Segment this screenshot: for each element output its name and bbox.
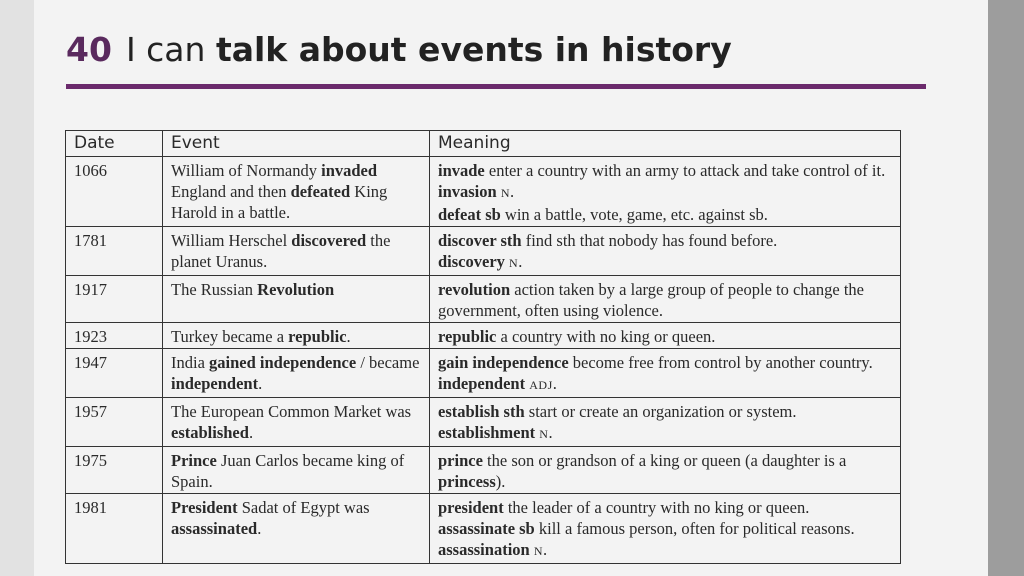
- date-cell: 1981: [66, 494, 163, 564]
- text-segment: .: [548, 423, 553, 442]
- event-cell: [163, 276, 430, 323]
- event-cell: [163, 227, 430, 276]
- text-segment: .: [258, 374, 263, 393]
- text-segment: King Harold in a battle.: [171, 182, 388, 222]
- text-segment: Juan Carlos became king of Spain.: [171, 451, 405, 491]
- meaning-cell: [430, 157, 901, 227]
- part-of-speech: ADJ: [529, 378, 553, 392]
- meaning-cell: [430, 349, 901, 398]
- event-cell: [163, 157, 430, 227]
- key-term: revolution: [438, 280, 511, 299]
- text-segment: the planet Uranus.: [171, 231, 391, 271]
- date-cell: 1066: [66, 157, 163, 227]
- key-term: President: [171, 498, 238, 517]
- key-term: defeated: [290, 182, 351, 201]
- table-row: [66, 494, 901, 564]
- key-term: established: [171, 423, 249, 442]
- unit-number: 40: [66, 30, 112, 69]
- text-segment: ).: [495, 472, 506, 491]
- event-cell: [163, 447, 430, 494]
- key-term: princess: [438, 472, 496, 491]
- event-cell: [163, 398, 430, 447]
- key-term: invade: [438, 161, 485, 180]
- header-date: Date: [66, 131, 163, 157]
- event-cell: [163, 323, 430, 349]
- date-cell: 1917: [66, 276, 163, 323]
- table-row: [66, 349, 901, 398]
- key-term: Prince: [171, 451, 217, 470]
- table-row: [66, 398, 901, 447]
- event-cell: [163, 494, 430, 564]
- key-term: defeat sb: [438, 205, 501, 224]
- text-segment: the leader of a country with no king or queen.: [503, 498, 810, 517]
- heading-prefix: I can: [125, 30, 206, 69]
- text-segment: find sth that nobody has found before.: [521, 231, 778, 250]
- text-segment: become free from control by another country.: [568, 353, 873, 372]
- meaning-cell: [430, 276, 901, 323]
- header-event: Event: [163, 131, 430, 157]
- text-segment: action taken by a large group of people to change the government, often using violence.: [438, 280, 864, 320]
- key-term: gained independence: [209, 353, 357, 372]
- event-cell: [163, 349, 430, 398]
- text-segment: India: [171, 353, 210, 372]
- key-term: discovered: [291, 231, 367, 250]
- key-term: assassinate sb: [438, 519, 535, 538]
- meaning-cell: [430, 447, 901, 494]
- text-segment: the son or grandson of a king or queen (a daughter is a: [482, 451, 847, 470]
- meaning-cell: [430, 494, 901, 564]
- right-viewer-margin: [988, 0, 1024, 576]
- history-events-table: [65, 130, 901, 564]
- text-segment: .: [257, 519, 262, 538]
- text-segment: kill a famous person, often for political reasons.: [534, 519, 855, 538]
- key-term: prince: [438, 451, 483, 470]
- text-segment: .: [518, 252, 523, 271]
- left-page-margin: [0, 0, 34, 576]
- text-segment: The Russian: [171, 280, 258, 299]
- key-term: president: [438, 498, 504, 517]
- text-segment: start or create an organization or system.: [524, 402, 797, 421]
- key-term: Revolution: [257, 280, 335, 299]
- text-segment: The European Common Market was: [171, 402, 412, 421]
- table-body: [66, 157, 901, 564]
- table-row: [66, 323, 901, 349]
- text-segment: Sadat of Egypt was: [237, 498, 370, 517]
- key-term: independent: [171, 374, 259, 393]
- text-segment: .: [552, 374, 557, 393]
- date-cell: 1957: [66, 398, 163, 447]
- key-term: republic: [438, 327, 497, 346]
- date-cell: 1947: [66, 349, 163, 398]
- text-segment: William Herschel: [171, 231, 292, 250]
- text-segment: .: [346, 327, 351, 346]
- meaning-cell: [430, 398, 901, 447]
- text-segment: William of Normandy: [171, 161, 322, 180]
- date-cell: 1923: [66, 323, 163, 349]
- key-term: republic: [288, 327, 347, 346]
- table-row: [66, 447, 901, 494]
- table-header-row: [66, 131, 901, 157]
- part-of-speech: N: [500, 186, 510, 200]
- key-term: independent: [438, 374, 526, 393]
- table-row: [66, 276, 901, 323]
- text-segment: Turkey became a: [171, 327, 289, 346]
- text-segment: .: [543, 540, 548, 559]
- part-of-speech: N: [539, 427, 549, 441]
- key-term: invaded: [321, 161, 378, 180]
- heading-topic: talk about events in history: [215, 30, 732, 69]
- date-cell: 1975: [66, 447, 163, 494]
- table-row: [66, 157, 901, 227]
- key-term: establishment: [438, 423, 536, 442]
- page-heading: [66, 30, 732, 69]
- text-segment: England and then: [171, 182, 291, 201]
- key-term: discovery: [438, 252, 505, 271]
- table-row: [66, 227, 901, 276]
- text-segment: .: [248, 423, 254, 442]
- key-term: establish sth: [438, 402, 525, 421]
- key-term: gain independence: [438, 353, 569, 372]
- header-meaning: Meaning: [430, 131, 901, 157]
- text-segment: .: [510, 182, 515, 201]
- date-cell: 1781: [66, 227, 163, 276]
- text-segment: / became: [356, 353, 420, 372]
- part-of-speech: N: [533, 544, 543, 558]
- meaning-cell: [430, 227, 901, 276]
- key-term: discover sth: [438, 231, 522, 250]
- text-segment: enter a country with an army to attack and take control of it.: [484, 161, 886, 180]
- meaning-cell: [430, 323, 901, 349]
- part-of-speech: N: [509, 256, 519, 270]
- key-term: assassination: [438, 540, 530, 559]
- text-segment: a country with no king or queen.: [496, 327, 716, 346]
- text-segment: win a battle, vote, game, etc. against sb.: [500, 205, 768, 224]
- key-term: invasion: [438, 182, 497, 201]
- key-term: assassinated: [171, 519, 258, 538]
- heading-rule: [66, 84, 926, 89]
